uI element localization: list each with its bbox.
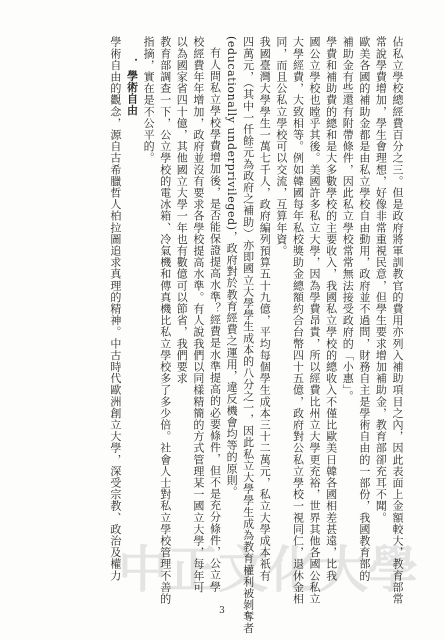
watermark-glyph: 中 [118,540,168,599]
text-line: 歐美各國的補助金都是由私立學校自由動用，政府並不過問，財務自主是學術自由的一部份，我國教育部的 [357,36,371,582]
text-line: 指摘，實在是不公平的。 [142,36,156,164]
watermark-glyph: 正 [168,540,218,599]
text-line: 學術自由的觀念，源自古希臘哲人柏拉圖追求真理的精神。中古時代歐洲創立大學，深受宗教、政治及權力 [108,36,122,582]
text-line: 校經費年年增加，政府並沒有要求各學校提高水準。有人說我們以同樣精簡的方式管理某一國立大學，每年可 [191,36,205,593]
text-line: 有人問私立學校學費增加後，是否能保證提高水準？經費是水準提高的必要條件，但不是充分條件，公立學 [208,47,222,593]
text-line: 教育部調查一下，公立學校的電冰箱、冷氣機和傳真機比私立學校多了多少倍。社會人士對私立學校管理不善的 [158,36,172,605]
text-line: 補助金有些還有附帶條件，因此私立學校常常無法接受政府的「小惠」。 [341,36,355,402]
page-number: 3 [219,606,225,616]
watermark-glyph: 文 [218,540,268,599]
text-line: 學費和補助費的總和是大多數學校的主要收入，我國私立學校的總收入不僅比歐美日韓各國相差甚遠，比我 [324,36,338,582]
watermark-glyph: 學 [368,540,418,599]
text-line: (educationally underprivileged)，政府對於教育經費之運用，違反機會均等的原則。 [225,36,239,498]
section-heading: ．學術自由 [125,58,139,116]
text-line: 我國臺灣大學學生一萬七千人，政府編列預算五十九億，平均每個學生成本三十二萬元，私立大學成本祇有 [258,36,272,582]
watermark-glyph: 大 [318,540,368,599]
watermark-glyph: 化 [268,540,318,599]
text-line: 以為國家省四十億，其他國立大學一年也有數億可以節省，我們要求 [175,36,189,384]
text-line: 同，而且公私立學校可以交流，互算年資。 [274,36,288,257]
text-line: 佔私立學校總經費百分之三。但是政府將軍訓教官的費用亦列入補助項目之內，因此表面上金額較大，教育部常 [391,36,404,605]
body-text [106,36,405,634]
text-line: 常說學費增加，學生會理想，好像非常重視民意，但學生要求增加補助金，教育部卻充耳不聞。 [374,36,388,524]
text-line: 大學經費，大致相等。例如韓國每年私校獎助金總額約合台幣四十五億，政府對公私立學校一視同仁，退休金相 [291,36,305,605]
text-line: 四萬元，（其中一仟餘元為政府之補助）亦即國立大學學生成本的八分之一，因此私立大學學生成為教育權利被剝奪者 [241,36,255,634]
text-line: 國公立學校也瞠乎其後。美國許多私立大學，因為學費昂貴，所以經費比州立大學更充裕，世界其他各國公私立 [308,36,322,605]
